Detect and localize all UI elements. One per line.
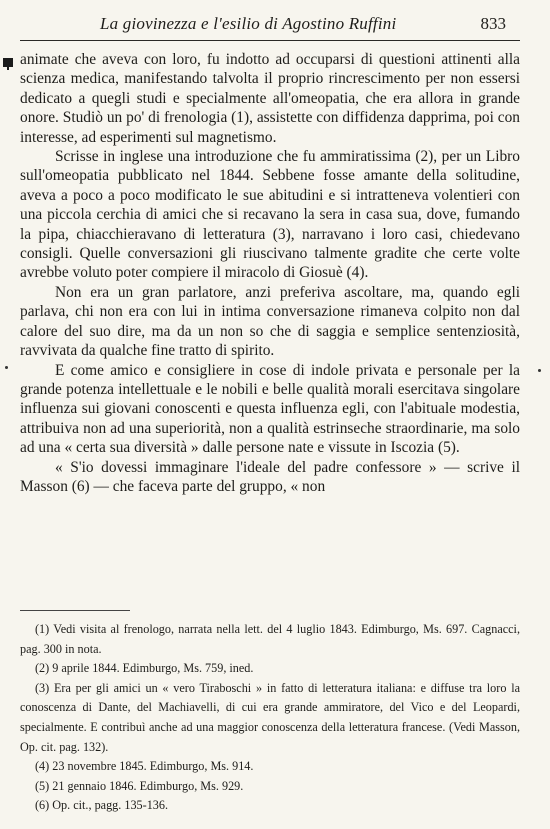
page-header <box>0 0 550 44</box>
paragraph-4: E come amico e consigliere in cose di indole privata e personale per la grande potenza intellettuale e le nobili e belle qualità morali esercitava singolare influenza sui giovani conoscenti e questa influenza egli, con l'abituale modestia, attribuiva non ad una superiorità, non a qualità estrinseche straordinarie, ma solo ad una « certa sua diversità » dalle persone nate e vissute in Iscozia (5). <box>20 361 520 457</box>
page-number: 833 <box>480 14 506 33</box>
footnote-rule <box>20 610 130 611</box>
header-rule <box>20 40 520 41</box>
footnote-6: (6) Op. cit., pagg. 135-136. <box>35 798 169 813</box>
paragraph-5: « S'io dovessi immaginare l'ideale del padre confessore » — scrive il Masson (6) — che faceva parte del gruppo, « non <box>20 458 520 495</box>
footnote-1: (1) Vedi visita al frenologo, narrata nella lett. del 4 luglio 1843. Edimburgo, Ms. 697. Cagnacci, pag. 300 in nota. <box>20 622 520 656</box>
paragraph-3: Non era un gran parlatore, anzi preferiva ascoltare, ma, quando egli parlava, chi non era con lui in intima conversazione rimaneva colpito non dal calore del suo dire, ma da un non so che di saggia e semplice sentenziosità, ravvivata da qualche fine tratto di spirito. <box>20 283 520 360</box>
main-text <box>20 50 520 496</box>
paragraph-2: Scrisse in inglese una introduzione che fu ammiratissima (2), per un Libro sull'omeopatia pubblicato nel 1844. Sebbene fosse amante della solitudine, aveva a poco a poco modificato le sue abitudini e si intratteneva volentieri con una piccola cerchia di amici che si recavano la sera in casa sua, dove, fumando la pipa, chiacchieravano di letteratura (3), narravano i loro casi, chiedevano consigli. Quelle conversazioni gli riuscivano talmente gradite che certe volte avrebbe voluto poter compiere il miracolo di Giosuè (4). <box>20 148 520 282</box>
footnote-5: (5) 21 gennaio 1846. Edimburgo, Ms. 929. <box>35 778 244 793</box>
footnotes <box>20 620 520 816</box>
margin-dot-right <box>538 369 541 372</box>
margin-dot-left <box>5 366 8 369</box>
footnote-4: (4) 23 novembre 1845. Edimburgo, Ms. 914. <box>35 759 254 774</box>
footnote-2: (2) 9 aprile 1844. Edimburgo, Ms. 759, ined. <box>35 661 254 676</box>
footnote-3: (3) Era per gli amici un « vero Tiraboschi » in fatto di letteratura italiana: e diffuse tra loro la conoscenza di Dante, del Machiavelli, di cui era grande ammiratore, del Vico e del Leopardi, specialmente. E contribuì anche ad una maggior conoscenza della letteratura francese. (Vedi Masson, Op. cit. pag. 132). <box>20 680 520 754</box>
margin-bookmark-stem <box>7 66 9 70</box>
paragraph-1: animate che aveva con loro, fu indotto ad occuparsi di questioni attinenti alla scienza medica, manifestando talvolta il proprio rincrescimento per non essersi dedicato a quegli studi e specialmente all'omeopatia, che era allora in grande onore. Studiò un po' di frenologia (1), assistette con diffidenza dapprima, poi con interesse, ad esperimenti sul magnetismo. <box>20 51 520 146</box>
running-title: La giovinezza e l'esilio di Agostino Ruffini <box>100 14 397 33</box>
